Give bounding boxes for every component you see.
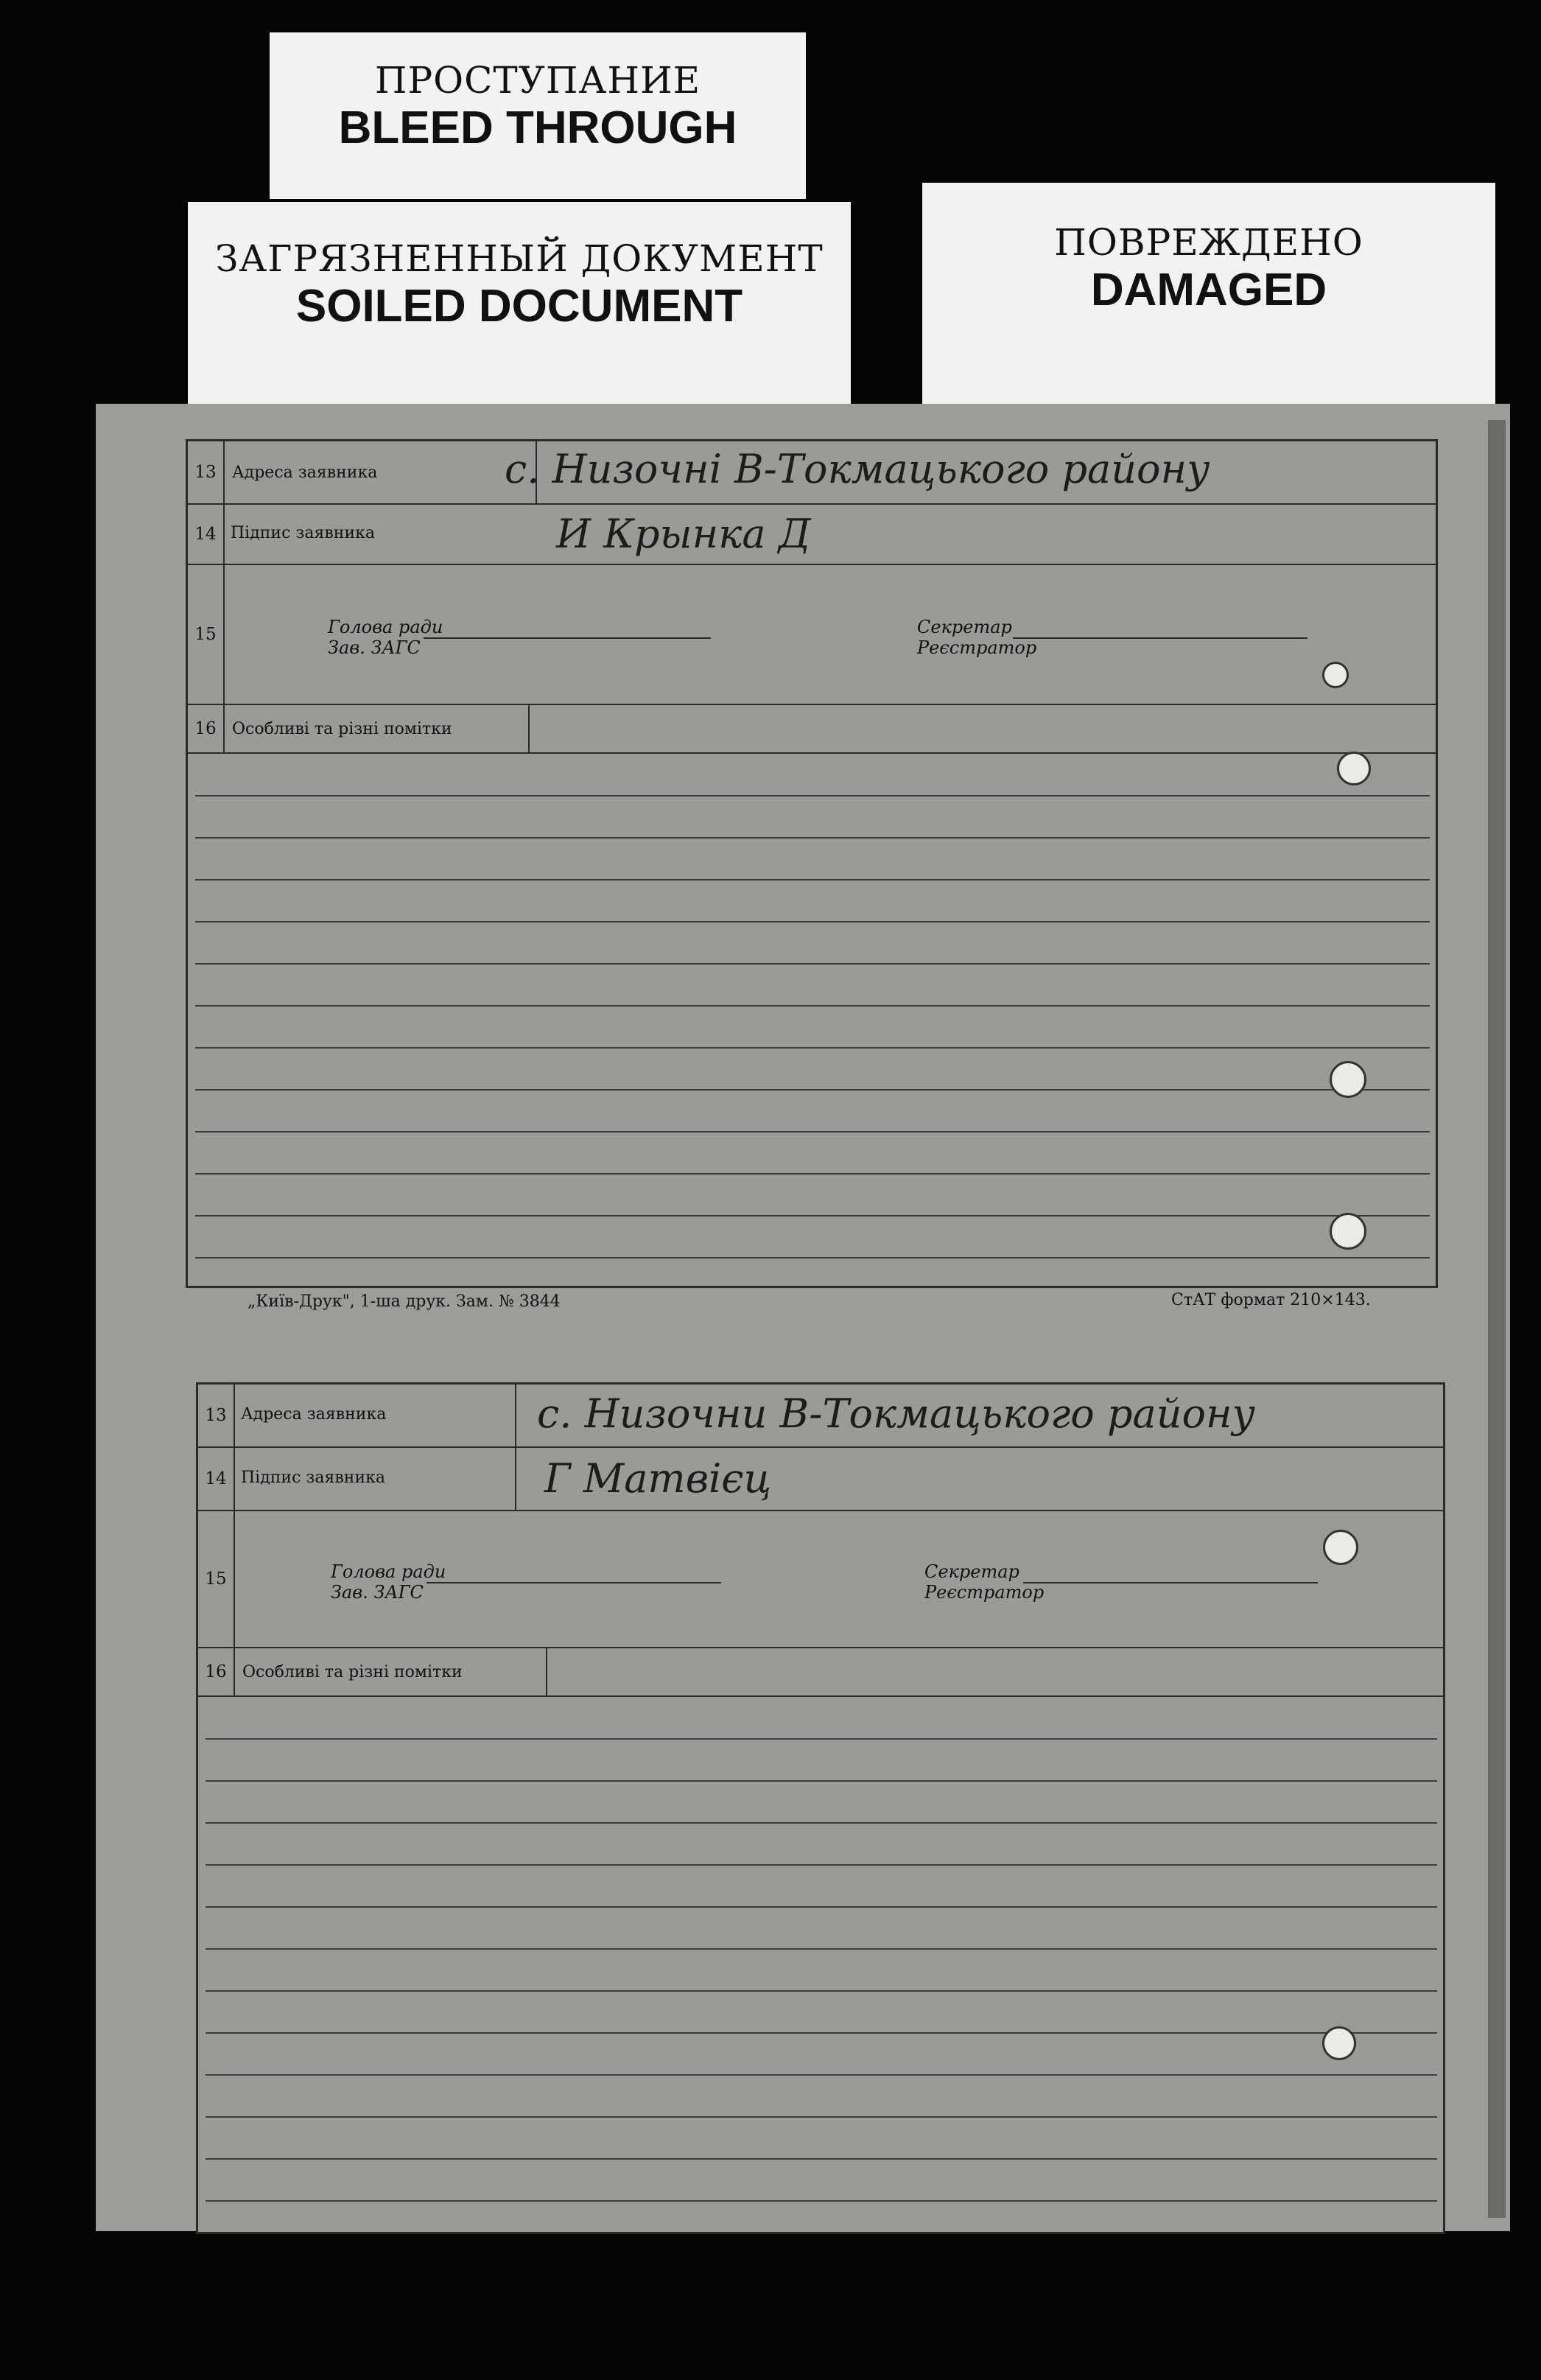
damaged-en: DAMAGED bbox=[1090, 265, 1327, 315]
ruled-line bbox=[195, 837, 1430, 839]
row-15 bbox=[198, 1511, 1443, 1648]
registrar-label: Реєстратор bbox=[917, 637, 1037, 658]
row-14 bbox=[198, 1448, 1443, 1511]
row-number: 15 bbox=[188, 565, 225, 704]
row-number: 16 bbox=[188, 705, 225, 752]
ruled-line bbox=[195, 1047, 1430, 1049]
row-15 bbox=[188, 565, 1436, 705]
ruled-line bbox=[195, 1257, 1430, 1259]
registrar-office-label: Зав. ЗАГС bbox=[331, 1582, 424, 1603]
registrar-label: Реєстратор bbox=[924, 1582, 1045, 1603]
format-info: СтАТ формат 210×143. bbox=[1171, 1291, 1371, 1309]
damage-spot bbox=[1330, 1213, 1366, 1250]
notes-label: Особливі та різні помітки bbox=[223, 705, 530, 752]
print-info: „Київ-Друк", 1-ша друк. Зам. № 3844 bbox=[248, 1292, 561, 1311]
ruled-line bbox=[206, 2116, 1437, 2118]
bleed-through-ru: ПРОСТУПАНИЕ bbox=[374, 59, 701, 102]
secretary-label: Секретар bbox=[917, 617, 1012, 637]
ruled-line bbox=[195, 1215, 1430, 1217]
ruled-line bbox=[206, 2200, 1437, 2202]
ruled-line bbox=[206, 1780, 1437, 1782]
signature-line bbox=[424, 637, 711, 639]
ruled-line bbox=[195, 1089, 1430, 1091]
column-divider bbox=[515, 1385, 516, 1446]
ruled-line bbox=[195, 1005, 1430, 1007]
signature-line bbox=[1013, 637, 1307, 639]
soiled-document-en: SOILED DOCUMENT bbox=[295, 281, 743, 332]
registrar-office-label: Зав. ЗАГС bbox=[328, 637, 421, 658]
soiled-document-label bbox=[188, 202, 851, 405]
damage-spot bbox=[1322, 662, 1349, 688]
damage-spot bbox=[1330, 1061, 1366, 1098]
row-16 bbox=[188, 705, 1436, 754]
ruled-line bbox=[206, 2032, 1437, 2034]
address-label: Адреса заявника bbox=[241, 1405, 387, 1424]
notes-label: Особливі та різні помітки bbox=[234, 1648, 547, 1695]
ruled-line bbox=[195, 879, 1430, 881]
row-number: 14 bbox=[198, 1448, 235, 1510]
ruled-line bbox=[206, 1948, 1437, 1950]
ruled-line bbox=[195, 1131, 1430, 1133]
ruled-line bbox=[206, 1906, 1437, 1908]
ruled-line bbox=[195, 963, 1430, 965]
row-number: 13 bbox=[188, 441, 225, 503]
damage-spot bbox=[1322, 2026, 1356, 2060]
row-13 bbox=[198, 1385, 1443, 1448]
row-number: 14 bbox=[188, 505, 225, 564]
soiled-document-ru: ЗАГРЯЗНЕННЫЙ ДОКУМЕНТ bbox=[215, 237, 824, 280]
form-bottom bbox=[196, 1382, 1445, 2234]
ruled-line bbox=[206, 1990, 1437, 1992]
bleed-through-en: BLEED THROUGH bbox=[338, 102, 737, 153]
sheet-edge bbox=[1488, 420, 1506, 2218]
ruled-line bbox=[195, 1173, 1430, 1175]
row-13 bbox=[188, 441, 1436, 505]
row-number: 13 bbox=[198, 1385, 235, 1446]
ruled-line bbox=[206, 2074, 1437, 2076]
ruled-line bbox=[206, 2158, 1437, 2160]
row-14 bbox=[188, 505, 1436, 565]
address-label: Адреса заявника bbox=[223, 441, 537, 503]
form-top bbox=[186, 439, 1438, 1288]
ruled-line bbox=[206, 1738, 1437, 1740]
signature-value: И Крынка Д bbox=[556, 511, 811, 557]
bleed-through-label bbox=[270, 32, 806, 199]
ruled-line bbox=[195, 795, 1430, 797]
head-label: Голова ради bbox=[331, 1561, 446, 1582]
column-divider bbox=[515, 1448, 516, 1510]
row-number: 16 bbox=[198, 1648, 235, 1695]
head-label: Голова ради bbox=[328, 617, 443, 637]
damage-spot bbox=[1337, 752, 1371, 785]
signature-line bbox=[1023, 1582, 1318, 1583]
signature-line bbox=[427, 1582, 721, 1583]
signature-label: Підпис заявника bbox=[231, 524, 375, 542]
signature-value: Г Матвієц bbox=[544, 1455, 772, 1502]
ruled-line bbox=[195, 921, 1430, 923]
address-value: с. Низочни В-Токмацького району bbox=[537, 1390, 1255, 1437]
row-number: 15 bbox=[198, 1511, 235, 1647]
row-16 bbox=[198, 1648, 1443, 1697]
signature-label: Підпис заявника bbox=[241, 1469, 385, 1487]
damaged-ru: ПОВРЕЖДЕНО bbox=[1054, 221, 1363, 264]
damage-spot bbox=[1323, 1530, 1358, 1565]
ruled-line bbox=[206, 1822, 1437, 1824]
address-value: с. Низочні В-Токмацького району bbox=[505, 446, 1210, 492]
secretary-label: Секретар bbox=[924, 1561, 1019, 1582]
damaged-label bbox=[922, 183, 1495, 407]
ruled-line bbox=[206, 1864, 1437, 1866]
